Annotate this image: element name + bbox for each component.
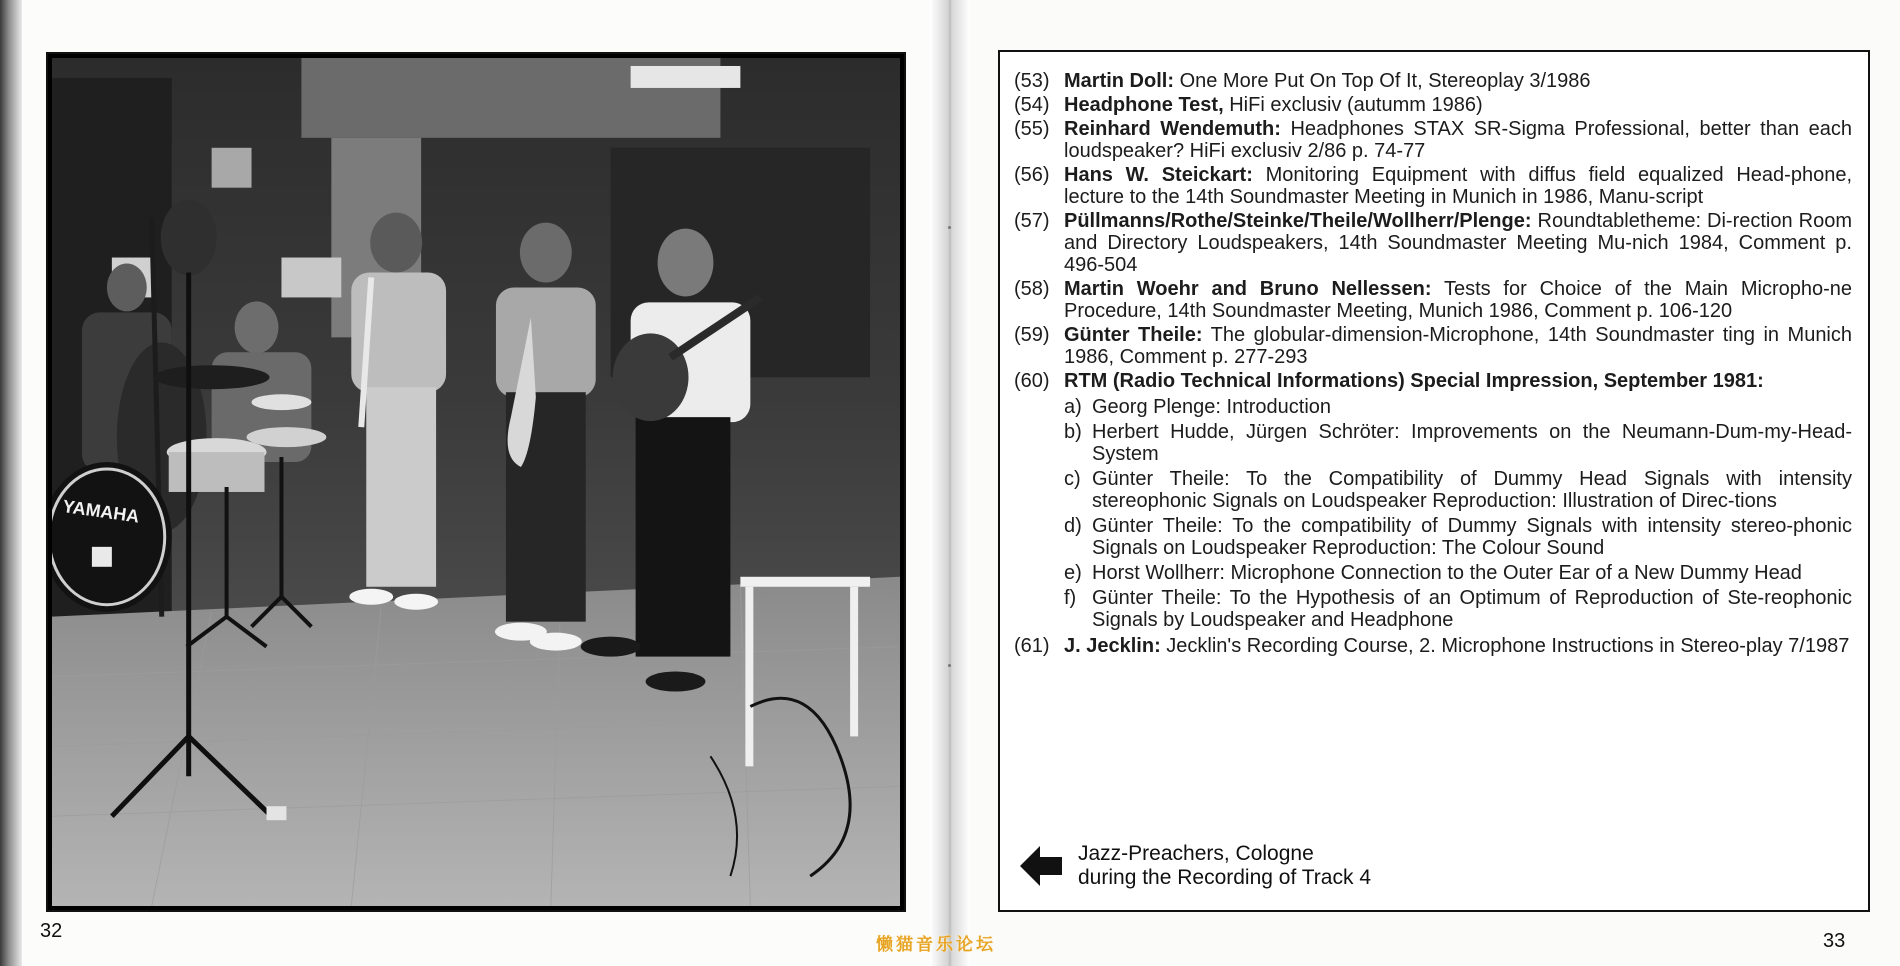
reference-author: RTM (Radio Technical Informations) Special Impression, September 1981 (1064, 370, 1758, 392)
reference-author: Günter Theile (1064, 324, 1196, 346)
sub-reference-letter: e) (1064, 562, 1082, 584)
reference-text: Jecklin's Recording Course, 2. Microphone Instructions in Stereo-play 7/1987 (1160, 635, 1850, 657)
reference-entry (1014, 70, 1852, 92)
caption-line-2: during the Recording of Track 4 (1078, 866, 1371, 889)
reference-number: (53) (1014, 70, 1050, 92)
sub-reference-letter: f) (1064, 587, 1077, 609)
reference-entry (1014, 118, 1852, 162)
reference-number: (55) (1014, 118, 1050, 140)
reference-separator: : (1757, 370, 1764, 392)
reference-body (1064, 118, 1852, 162)
sub-reference-entry (1064, 562, 1852, 584)
reference-list (1014, 70, 1852, 659)
reference-author: J. Jecklin (1064, 635, 1155, 657)
reference-separator: : (1154, 635, 1161, 657)
forum-watermark: 懒猫音乐论坛 (876, 935, 996, 955)
photo-caption (1020, 842, 1371, 890)
band-photo-image (52, 58, 900, 906)
reference-text: One More Put On Top Of It, Stereoplay 3/1986 (1174, 70, 1591, 92)
reference-separator: , (1218, 94, 1224, 116)
reference-body (1064, 324, 1852, 368)
sub-reference-letter: a) (1064, 396, 1082, 418)
caption-text (1078, 842, 1371, 890)
reference-separator: : (1167, 70, 1175, 92)
page-number-right: 33 (1823, 930, 1846, 952)
sub-reference-entry (1064, 587, 1852, 631)
sub-reference-entry (1064, 468, 1852, 512)
reference-body (1064, 164, 1852, 208)
reference-entry (1014, 164, 1852, 208)
reference-number: (58) (1014, 278, 1050, 300)
reference-separator: : (1195, 324, 1203, 346)
sub-reference-letter: c) (1064, 468, 1081, 490)
reference-text: Headphones STAX SR-Sigma Professional, better than each loudspeaker? HiFi exclusiv 2/86 p. 74-77 (1064, 118, 1852, 162)
reference-body (1064, 278, 1852, 322)
sub-reference-entry (1064, 396, 1852, 418)
reference-entry (1014, 94, 1852, 116)
sub-reference-text: Herbert Hudde, Jürgen Schröter: Improvements on the Neumann-Dum-my-Head-System (1092, 421, 1852, 465)
reference-body (1064, 635, 1852, 657)
references-box (998, 50, 1870, 912)
margin-dot (948, 664, 951, 667)
reference-number: (57) (1014, 210, 1050, 232)
reference-body (1064, 70, 1852, 92)
reference-separator: : (1274, 118, 1281, 140)
sub-reference-list (1064, 396, 1852, 631)
reference-number: (59) (1014, 324, 1050, 346)
reference-text: The globular-dimension-Microphone, 14th Soundmaster ting in Munich 1986, Comment p. 277-293 (1064, 324, 1853, 368)
reference-number: (56) (1014, 164, 1050, 186)
sub-reference-entry (1064, 421, 1852, 465)
sub-reference-letter: b) (1064, 421, 1082, 443)
reference-author: Headphone Test (1064, 94, 1219, 116)
band-photograph (46, 52, 906, 912)
sub-reference-text: Günter Theile: To the compatibility of Dummy Signals with intensity stereo-phonic Signals on Loudspeaker Reproduction: The Colour Sound (1092, 515, 1852, 559)
reference-text: Tests for Choice of the Main Micropho-ne Procedure, 14th Soundmaster Meeting, Munich 1986, Comment p. 106-120 (1064, 278, 1852, 322)
margin-dot (948, 226, 951, 229)
reference-author: Martin Woehr and Bruno Nellessen (1064, 278, 1425, 300)
reference-author: Hans W. Steickart (1064, 164, 1247, 186)
reference-body (1064, 210, 1852, 276)
reference-entry (1014, 278, 1852, 322)
reference-text: HiFi exclusiv (autumm 1986) (1223, 94, 1483, 116)
caption-line-1: Jazz-Preachers, Cologne (1078, 842, 1314, 865)
reference-text: Monitoring Equipment with diffus field equalized Head-phone, lecture to the 14th Soundmaster Meeting in Munich in 1986, Manu-script (1064, 164, 1852, 208)
reference-entry (1014, 210, 1852, 276)
reference-author: Reinhard Wendemuth (1064, 118, 1275, 140)
reference-separator: : (1524, 210, 1532, 232)
reference-entry (1014, 370, 1852, 392)
center-gutter (930, 0, 970, 966)
band-photo-illustration (52, 58, 900, 906)
sub-reference-text: Horst Wollherr: Microphone Connection to the Outer Ear of a New Dummy Head (1092, 562, 1802, 584)
reference-number: (60) (1014, 370, 1050, 392)
reference-number: (54) (1014, 94, 1050, 116)
sub-reference-text: Günter Theile: To the Compatibility of Dummy Head Signals with intensity stereophonic Signals on Loudspeaker Reproduction: Illustration of Direc-tions (1092, 468, 1852, 512)
reference-separator: : (1424, 278, 1432, 300)
sub-reference-entry (1064, 515, 1852, 559)
reference-separator: : (1246, 164, 1253, 186)
left-arrow-icon (1020, 846, 1062, 886)
drum-brand-label: YAMAHA (61, 496, 141, 527)
reference-author: Martin Doll (1064, 70, 1168, 92)
sub-reference-text: Georg Plenge: Introduction (1092, 396, 1332, 418)
reference-body (1064, 94, 1852, 116)
sub-reference-letter: d) (1064, 515, 1082, 537)
reference-body (1064, 370, 1852, 392)
reference-entry (1014, 324, 1852, 368)
left-binding-shadow (0, 0, 22, 966)
reference-number: (61) (1014, 635, 1050, 657)
reference-author: Püllmanns/Rothe/Steinke/Theile/Wollherr/Plenge (1064, 210, 1525, 232)
reference-text: Roundtabletheme: Di-rection Room and Directory Loudspeakers, 14th Soundmaster Meeting Mu-nich 1984, Comment p. 496-504 (1064, 210, 1852, 276)
page-number-left: 32 (40, 920, 63, 942)
reference-entry (1014, 635, 1852, 657)
sub-reference-text: Günter Theile: To the Hypothesis of an Optimum of Reproduction of Ste-reophonic Signals by Loudspeaker and Headphone (1092, 587, 1852, 631)
